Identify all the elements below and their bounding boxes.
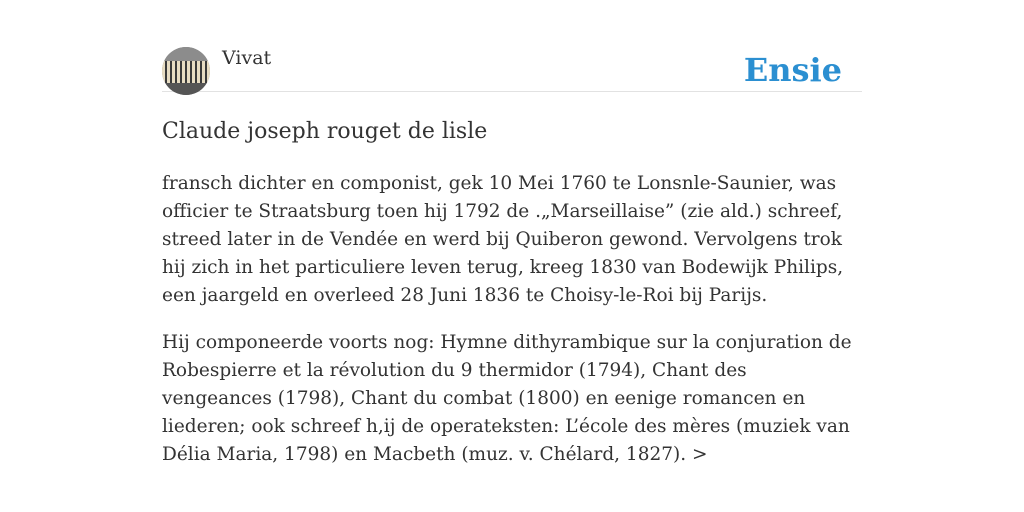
entry-header — [162, 46, 862, 92]
entry-paragraph: Hij componeerde voorts nog: Hymne dithyrambique sur la conjuration de Robespierre et la révolution du 9 thermidor (1794), Chant des vengeances (1798), Chant du combat (1800) en eenige romancen en liederen; ook schreef h,ij de operateksten: L’école des mères (muziek van Délia Maria, 1798) en Macbeth (muz. v. Chélard, 1827). > — [162, 332, 852, 465]
entry-title: Claude joseph rouget de lisle — [162, 119, 488, 144]
book-spines-icon — [162, 61, 210, 83]
avatar-shadow — [162, 83, 210, 95]
avatar-background — [162, 47, 210, 61]
entry-paragraph: fransch dichter en componist, gek 10 Mei 1760 te Lonsnle-Saunier, was officier te Straatsburg toen hij 1792 de .„Marseillaise” (zie ald.) schreef, streed later in de Vendée en werd bij Quiberon gewond. Vervolgens trok hij zich in het particuliere leven terug, kreeg 1830 van Bodewijk Philips, een jaargeld en overleed 28 Juni 1836 te Choisy-le-Roi bij Parijs. — [162, 173, 844, 306]
brand-logo[interactable]: Ensie — [743, 51, 842, 89]
source-name[interactable]: Vivat — [222, 47, 272, 69]
entry-card — [162, 46, 862, 469]
source-avatar[interactable] — [162, 47, 210, 95]
